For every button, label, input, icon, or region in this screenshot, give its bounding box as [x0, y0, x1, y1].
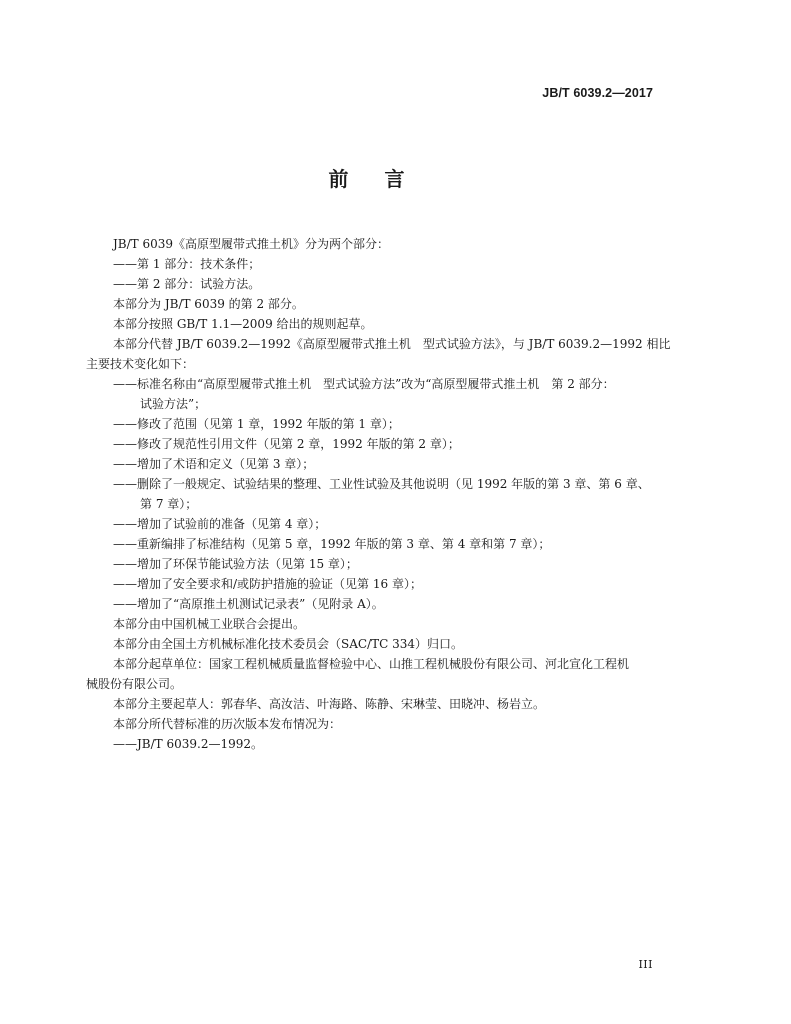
paragraph-line: ——增加了“高原推土机测试记录表”（见附录 A）。: [113, 597, 384, 611]
paragraph-line: 本部分起草单位：国家工程机械质量监督检验中心、山推工程机械股份有限公司、河北宣化工程机: [113, 657, 630, 671]
page-title: [0, 163, 733, 192]
paragraph-line: 主要技术变化如下：: [86, 357, 195, 371]
paragraph-line: ——增加了术语和定义（见第 3 章）；: [113, 457, 315, 471]
paragraph-line: 本部分由全国土方机械标准化技术委员会（SAC/TC 334）归口。: [113, 637, 464, 651]
paragraph-line: ——第 1 部分：技术条件；: [113, 257, 261, 271]
paragraph-line: 本部分按照 GB/T 1.1—2009 给出的规则起草。: [113, 317, 373, 331]
paragraph-line: JB/T 6039《高原型履带式推土机》分为两个部分：: [113, 237, 390, 251]
paragraph-line: ——修改了规范性引用文件（见第 2 章，1992 年版的第 2 章）；: [113, 437, 460, 451]
paragraph-line: 械股份有限公司。: [86, 677, 183, 691]
paragraph-line: ——增加了环保节能试验方法（见第 15 章）；: [113, 557, 358, 571]
page-number: III: [638, 958, 653, 971]
paragraph-line: ——删除了一般规定、试验结果的整理、工业性试验及其他说明（见 1992 年版的第 3 章、第 6 章、: [113, 477, 650, 491]
paragraph-line: 本部分主要起草人：郭春华、高汝洁、叶海路、陈静、宋琳莹、田晓冲、杨岩立。: [113, 697, 546, 711]
paragraph-line: 试验方法”；: [140, 397, 207, 411]
foreword-body: [86, 234, 671, 754]
paragraph-line: 本部分代替 JB/T 6039.2—1992《高原型履带式推土机 型式试验方法》，与 JB/T 6039.2—1992 相比: [113, 337, 671, 351]
paragraph-line: ——增加了安全要求和/或防护措施的验证（见第 16 章）；: [113, 577, 422, 591]
paragraph-line: ——第 2 部分：试验方法。: [113, 277, 261, 291]
title-char-1: 前: [328, 167, 349, 191]
paragraph-line: ——标准名称由“高原型履带式推土机 型式试验方法”改为“高原型履带式推土机 第 2 部分：: [113, 377, 615, 391]
paragraph-line: 本部分所代替标准的历次版本发布情况为：: [113, 717, 342, 731]
paragraph-line: 本部分为 JB/T 6039 的第 2 部分。: [113, 297, 304, 311]
paragraph-line: ——JB/T 6039.2—1992。: [113, 737, 264, 751]
standard-code: JB/T 6039.2—2017: [542, 86, 653, 100]
paragraph-line: 第 7 章）；: [140, 497, 198, 511]
paragraph-line: ——修改了范围（见第 1 章，1992 年版的第 1 章）；: [113, 417, 400, 431]
paragraph-line: 本部分由中国机械工业联合会提出。: [113, 617, 306, 631]
paragraph-line: ——重新编排了标准结构（见第 5 章，1992 年版的第 3 章、第 4 章和第 7 章）；: [113, 537, 551, 551]
title-char-2: 言: [384, 167, 405, 191]
paragraph-line: ——增加了试验前的准备（见第 4 章）；: [113, 517, 327, 531]
